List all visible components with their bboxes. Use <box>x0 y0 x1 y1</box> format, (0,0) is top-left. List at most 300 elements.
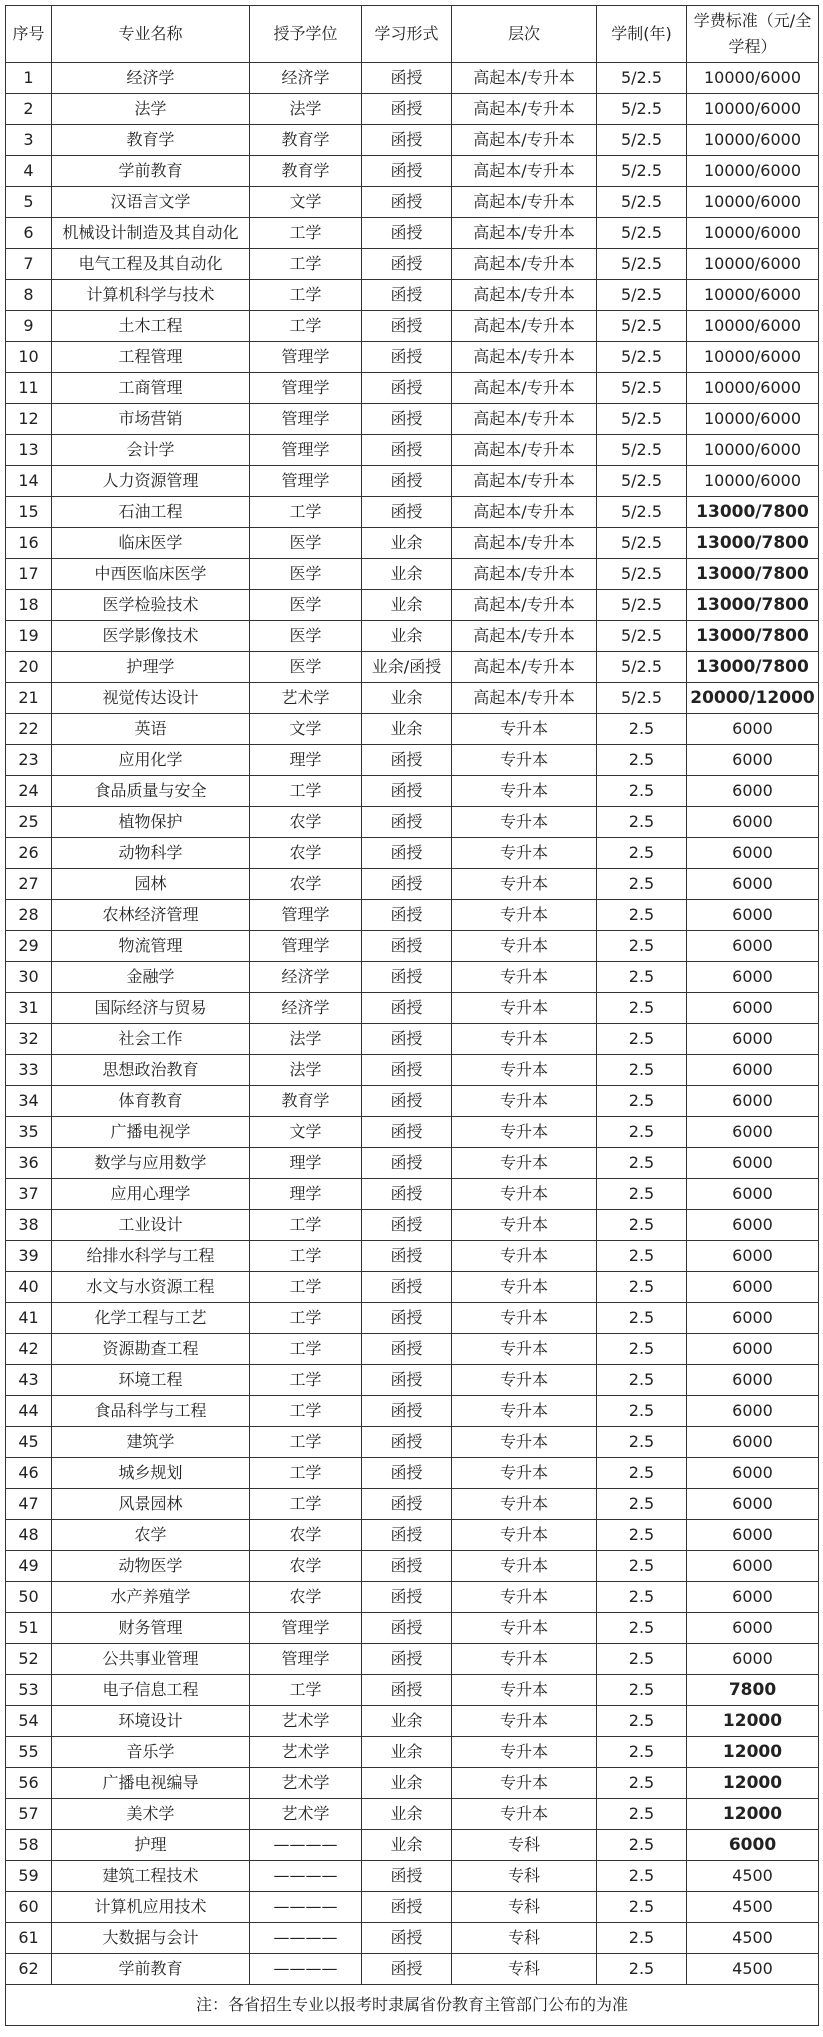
cell-degree: 理学 <box>250 745 362 776</box>
cell-major-name: 水产养殖学 <box>52 1582 250 1613</box>
cell-tuition: 12000 <box>687 1768 819 1799</box>
cell-duration: 2.5 <box>597 1303 687 1334</box>
cell-major-name: 汉语言文学 <box>52 187 250 218</box>
cell-duration: 2.5 <box>597 900 687 931</box>
cell-tuition: 6000 <box>687 1396 819 1427</box>
cell-study-mode: 函授 <box>362 1303 452 1334</box>
cell-number: 54 <box>6 1706 52 1737</box>
cell-tuition: 7800 <box>687 1675 819 1706</box>
cell-number: 47 <box>6 1489 52 1520</box>
cell-number: 42 <box>6 1334 52 1365</box>
cell-tuition: 6000 <box>687 1489 819 1520</box>
table-row <box>6 1210 819 1241</box>
cell-major-name: 人力资源管理 <box>52 466 250 497</box>
cell-tuition: 10000/6000 <box>687 187 819 218</box>
cell-number: 10 <box>6 342 52 373</box>
cell-number: 55 <box>6 1737 52 1768</box>
cell-major-name: 建筑学 <box>52 1427 250 1458</box>
cell-tuition: 10000/6000 <box>687 311 819 342</box>
cell-level: 专升本 <box>452 1644 597 1675</box>
cell-study-mode: 函授 <box>362 776 452 807</box>
cell-major-name: 大数据与会计 <box>52 1923 250 1954</box>
cell-major-name: 广播电视学 <box>52 1117 250 1148</box>
cell-duration: 2.5 <box>597 1923 687 1954</box>
cell-study-mode: 函授 <box>362 1861 452 1892</box>
cell-tuition: 12000 <box>687 1706 819 1737</box>
cell-duration: 2.5 <box>597 1365 687 1396</box>
cell-number: 35 <box>6 1117 52 1148</box>
cell-number: 38 <box>6 1210 52 1241</box>
cell-tuition: 13000/7800 <box>687 528 819 559</box>
cell-number: 60 <box>6 1892 52 1923</box>
header-number: 序号 <box>6 6 52 63</box>
cell-level: 专升本 <box>452 1024 597 1055</box>
cell-major-name: 动物医学 <box>52 1551 250 1582</box>
cell-level: 专科 <box>452 1954 597 1985</box>
header-degree: 授予学位 <box>250 6 362 63</box>
cell-degree: 艺术学 <box>250 1706 362 1737</box>
cell-duration: 2.5 <box>597 1861 687 1892</box>
cell-major-name: 机械设计制造及其自动化 <box>52 218 250 249</box>
cell-major-name: 医学影像技术 <box>52 621 250 652</box>
cell-degree: 经济学 <box>250 993 362 1024</box>
cell-degree: 管理学 <box>250 931 362 962</box>
table-row <box>6 1303 819 1334</box>
cell-degree: 工学 <box>250 1365 362 1396</box>
cell-major-name: 电气工程及其自动化 <box>52 249 250 280</box>
table-row <box>6 1613 819 1644</box>
table-row <box>6 1086 819 1117</box>
cell-level: 专升本 <box>452 1210 597 1241</box>
cell-level: 专升本 <box>452 714 597 745</box>
cell-major-name: 工商管理 <box>52 373 250 404</box>
cell-tuition: 13000/7800 <box>687 590 819 621</box>
cell-degree: 工学 <box>250 1210 362 1241</box>
cell-study-mode: 函授 <box>362 125 452 156</box>
cell-study-mode: 业余 <box>362 590 452 621</box>
cell-tuition: 10000/6000 <box>687 125 819 156</box>
cell-duration: 2.5 <box>597 1706 687 1737</box>
table-row <box>6 311 819 342</box>
table-row <box>6 1737 819 1768</box>
cell-study-mode: 函授 <box>362 63 452 94</box>
cell-study-mode: 函授 <box>362 1520 452 1551</box>
table-row <box>6 249 819 280</box>
cell-number: 15 <box>6 497 52 528</box>
cell-study-mode: 函授 <box>362 1644 452 1675</box>
cell-study-mode: 函授 <box>362 1272 452 1303</box>
cell-tuition: 10000/6000 <box>687 249 819 280</box>
cell-tuition: 6000 <box>687 1334 819 1365</box>
cell-degree: 管理学 <box>250 435 362 466</box>
cell-study-mode: 函授 <box>362 1923 452 1954</box>
cell-level: 专升本 <box>452 1365 597 1396</box>
cell-degree: 经济学 <box>250 962 362 993</box>
cell-level: 专升本 <box>452 962 597 993</box>
table-row <box>6 683 819 714</box>
cell-duration: 2.5 <box>597 1117 687 1148</box>
table-row <box>6 1892 819 1923</box>
cell-major-name: 教育学 <box>52 125 250 156</box>
cell-level: 专升本 <box>452 1086 597 1117</box>
cell-tuition: 6000 <box>687 776 819 807</box>
cell-major-name: 经济学 <box>52 63 250 94</box>
cell-major-name: 工业设计 <box>52 1210 250 1241</box>
cell-duration: 2.5 <box>597 1024 687 1055</box>
cell-tuition: 10000/6000 <box>687 94 819 125</box>
cell-major-name: 数学与应用数学 <box>52 1148 250 1179</box>
cell-duration: 2.5 <box>597 1241 687 1272</box>
cell-duration: 2.5 <box>597 1954 687 1985</box>
cell-tuition: 13000/7800 <box>687 652 819 683</box>
cell-level: 高起本/专升本 <box>452 466 597 497</box>
cell-number: 16 <box>6 528 52 559</box>
cell-degree: 法学 <box>250 1024 362 1055</box>
cell-degree: 农学 <box>250 807 362 838</box>
cell-duration: 5/2.5 <box>597 559 687 590</box>
cell-level: 高起本/专升本 <box>452 559 597 590</box>
table-row <box>6 1458 819 1489</box>
cell-degree: 医学 <box>250 528 362 559</box>
table-row <box>6 1551 819 1582</box>
cell-study-mode: 函授 <box>362 1892 452 1923</box>
table-row <box>6 466 819 497</box>
cell-level: 专科 <box>452 1923 597 1954</box>
cell-study-mode: 函授 <box>362 497 452 528</box>
cell-major-name: 市场营销 <box>52 404 250 435</box>
cell-study-mode: 函授 <box>362 1024 452 1055</box>
cell-number: 21 <box>6 683 52 714</box>
cell-duration: 2.5 <box>597 1737 687 1768</box>
cell-major-name: 风景园林 <box>52 1489 250 1520</box>
cell-level: 专升本 <box>452 1520 597 1551</box>
cell-level: 高起本/专升本 <box>452 528 597 559</box>
cell-number: 50 <box>6 1582 52 1613</box>
table-row <box>6 714 819 745</box>
cell-major-name: 公共事业管理 <box>52 1644 250 1675</box>
cell-number: 52 <box>6 1644 52 1675</box>
cell-duration: 5/2.5 <box>597 373 687 404</box>
cell-level: 专升本 <box>452 1427 597 1458</box>
cell-major-name: 会计学 <box>52 435 250 466</box>
cell-number: 3 <box>6 125 52 156</box>
cell-major-name: 学前教育 <box>52 156 250 187</box>
cell-duration: 5/2.5 <box>597 590 687 621</box>
cell-major-name: 国际经济与贸易 <box>52 993 250 1024</box>
cell-major-name: 建筑工程技术 <box>52 1861 250 1892</box>
cell-study-mode: 函授 <box>362 745 452 776</box>
cell-degree: 艺术学 <box>250 1737 362 1768</box>
table-row <box>6 1489 819 1520</box>
cell-number: 53 <box>6 1675 52 1706</box>
cell-number: 48 <box>6 1520 52 1551</box>
cell-tuition: 10000/6000 <box>687 404 819 435</box>
cell-duration: 2.5 <box>597 1613 687 1644</box>
cell-duration: 5/2.5 <box>597 652 687 683</box>
header-row <box>6 6 819 63</box>
cell-degree: 艺术学 <box>250 1799 362 1830</box>
cell-level: 专升本 <box>452 931 597 962</box>
table-row <box>6 1055 819 1086</box>
cell-tuition: 6000 <box>687 931 819 962</box>
table-row <box>6 373 819 404</box>
cell-number: 11 <box>6 373 52 404</box>
cell-tuition: 13000/7800 <box>687 621 819 652</box>
cell-duration: 2.5 <box>597 1210 687 1241</box>
cell-major-name: 广播电视编导 <box>52 1768 250 1799</box>
cell-number: 25 <box>6 807 52 838</box>
cell-duration: 2.5 <box>597 1396 687 1427</box>
cell-study-mode: 业余 <box>362 1737 452 1768</box>
cell-duration: 5/2.5 <box>597 280 687 311</box>
cell-duration: 2.5 <box>597 1179 687 1210</box>
cell-tuition: 4500 <box>687 1923 819 1954</box>
cell-tuition: 6000 <box>687 1427 819 1458</box>
cell-degree: 工学 <box>250 1675 362 1706</box>
cell-tuition: 6000 <box>687 1086 819 1117</box>
cell-major-name: 学前教育 <box>52 1954 250 1985</box>
cell-level: 专升本 <box>452 745 597 776</box>
cell-tuition: 4500 <box>687 1892 819 1923</box>
cell-major-name: 资源勘查工程 <box>52 1334 250 1365</box>
cell-tuition: 6000 <box>687 1365 819 1396</box>
cell-major-name: 财务管理 <box>52 1613 250 1644</box>
cell-study-mode: 函授 <box>362 311 452 342</box>
cell-major-name: 应用化学 <box>52 745 250 776</box>
cell-duration: 5/2.5 <box>597 218 687 249</box>
cell-degree: 工学 <box>250 1241 362 1272</box>
cell-level: 专升本 <box>452 869 597 900</box>
table-row <box>6 1334 819 1365</box>
table-row <box>6 1520 819 1551</box>
cell-level: 高起本/专升本 <box>452 373 597 404</box>
cell-level: 专升本 <box>452 993 597 1024</box>
cell-duration: 2.5 <box>597 1675 687 1706</box>
cell-duration: 2.5 <box>597 1272 687 1303</box>
cell-degree: ———— <box>250 1892 362 1923</box>
cell-major-name: 植物保护 <box>52 807 250 838</box>
cell-number: 37 <box>6 1179 52 1210</box>
table-row <box>6 838 819 869</box>
cell-study-mode: 函授 <box>362 404 452 435</box>
cell-major-name: 水文与水资源工程 <box>52 1272 250 1303</box>
cell-number: 2 <box>6 94 52 125</box>
cell-number: 9 <box>6 311 52 342</box>
cell-level: 高起本/专升本 <box>452 590 597 621</box>
cell-study-mode: 业余 <box>362 1799 452 1830</box>
table-row <box>6 1830 819 1861</box>
cell-level: 高起本/专升本 <box>452 652 597 683</box>
cell-major-name: 应用心理学 <box>52 1179 250 1210</box>
cell-number: 6 <box>6 218 52 249</box>
tuition-table <box>5 5 819 2026</box>
cell-major-name: 计算机应用技术 <box>52 1892 250 1923</box>
cell-degree: ———— <box>250 1861 362 1892</box>
table-row <box>6 931 819 962</box>
cell-study-mode: 函授 <box>362 342 452 373</box>
cell-level: 专升本 <box>452 1117 597 1148</box>
cell-tuition: 6000 <box>687 807 819 838</box>
cell-major-name: 食品质量与安全 <box>52 776 250 807</box>
cell-study-mode: 函授 <box>362 900 452 931</box>
cell-tuition: 20000/12000 <box>687 683 819 714</box>
cell-study-mode: 业余 <box>362 683 452 714</box>
cell-degree: 管理学 <box>250 1644 362 1675</box>
cell-level: 高起本/专升本 <box>452 435 597 466</box>
cell-tuition: 6000 <box>687 1830 819 1861</box>
cell-level: 高起本/专升本 <box>452 125 597 156</box>
cell-number: 62 <box>6 1954 52 1985</box>
cell-level: 专升本 <box>452 1706 597 1737</box>
cell-level: 高起本/专升本 <box>452 683 597 714</box>
cell-duration: 2.5 <box>597 714 687 745</box>
table-header <box>6 6 819 63</box>
cell-major-name: 体育教育 <box>52 1086 250 1117</box>
cell-major-name: 环境工程 <box>52 1365 250 1396</box>
cell-number: 29 <box>6 931 52 962</box>
cell-degree: 工学 <box>250 1272 362 1303</box>
cell-study-mode: 函授 <box>362 435 452 466</box>
cell-duration: 2.5 <box>597 1768 687 1799</box>
cell-number: 61 <box>6 1923 52 1954</box>
cell-study-mode: 业余 <box>362 1706 452 1737</box>
cell-study-mode: 函授 <box>362 94 452 125</box>
cell-level: 专升本 <box>452 1303 597 1334</box>
cell-duration: 2.5 <box>597 745 687 776</box>
cell-number: 36 <box>6 1148 52 1179</box>
cell-degree: 工学 <box>250 311 362 342</box>
cell-major-name: 金融学 <box>52 962 250 993</box>
cell-level: 高起本/专升本 <box>452 280 597 311</box>
cell-number: 13 <box>6 435 52 466</box>
cell-number: 27 <box>6 869 52 900</box>
table-row <box>6 590 819 621</box>
table-body <box>6 63 819 1985</box>
cell-number: 39 <box>6 1241 52 1272</box>
cell-degree: 教育学 <box>250 156 362 187</box>
cell-level: 专升本 <box>452 1551 597 1582</box>
cell-duration: 2.5 <box>597 962 687 993</box>
cell-tuition: 6000 <box>687 1520 819 1551</box>
cell-degree: 工学 <box>250 776 362 807</box>
table-row <box>6 63 819 94</box>
cell-degree: 农学 <box>250 1520 362 1551</box>
cell-duration: 5/2.5 <box>597 125 687 156</box>
cell-degree: 工学 <box>250 280 362 311</box>
cell-number: 30 <box>6 962 52 993</box>
cell-major-name: 英语 <box>52 714 250 745</box>
cell-number: 40 <box>6 1272 52 1303</box>
table-row <box>6 1768 819 1799</box>
cell-degree: 工学 <box>250 1303 362 1334</box>
cell-tuition: 6000 <box>687 1241 819 1272</box>
cell-number: 59 <box>6 1861 52 1892</box>
cell-duration: 5/2.5 <box>597 63 687 94</box>
cell-duration: 2.5 <box>597 1830 687 1861</box>
table-row <box>6 1644 819 1675</box>
cell-level: 专升本 <box>452 1799 597 1830</box>
cell-level: 高起本/专升本 <box>452 621 597 652</box>
cell-tuition: 10000/6000 <box>687 280 819 311</box>
cell-tuition: 13000/7800 <box>687 497 819 528</box>
cell-study-mode: 函授 <box>362 838 452 869</box>
cell-degree: 艺术学 <box>250 683 362 714</box>
cell-number: 58 <box>6 1830 52 1861</box>
cell-duration: 2.5 <box>597 1148 687 1179</box>
cell-duration: 5/2.5 <box>597 497 687 528</box>
cell-degree: 工学 <box>250 497 362 528</box>
cell-study-mode: 函授 <box>362 1365 452 1396</box>
cell-degree: 农学 <box>250 1551 362 1582</box>
cell-number: 22 <box>6 714 52 745</box>
table-row <box>6 745 819 776</box>
cell-degree: 医学 <box>250 652 362 683</box>
cell-number: 4 <box>6 156 52 187</box>
cell-degree: 工学 <box>250 1427 362 1458</box>
table-row <box>6 1799 819 1830</box>
cell-degree: 农学 <box>250 869 362 900</box>
cell-number: 17 <box>6 559 52 590</box>
cell-degree: 工学 <box>250 1396 362 1427</box>
cell-tuition: 6000 <box>687 1179 819 1210</box>
cell-major-name: 环境设计 <box>52 1706 250 1737</box>
cell-level: 高起本/专升本 <box>452 218 597 249</box>
cell-study-mode: 函授 <box>362 187 452 218</box>
cell-study-mode: 函授 <box>362 1241 452 1272</box>
cell-major-name: 临床医学 <box>52 528 250 559</box>
cell-major-name: 法学 <box>52 94 250 125</box>
cell-level: 高起本/专升本 <box>452 156 597 187</box>
cell-level: 专升本 <box>452 1055 597 1086</box>
cell-major-name: 食品科学与工程 <box>52 1396 250 1427</box>
cell-duration: 2.5 <box>597 1520 687 1551</box>
cell-degree: 医学 <box>250 559 362 590</box>
cell-study-mode: 业余 <box>362 1830 452 1861</box>
table-row <box>6 559 819 590</box>
cell-study-mode: 业余 <box>362 528 452 559</box>
cell-study-mode: 函授 <box>362 218 452 249</box>
cell-number: 46 <box>6 1458 52 1489</box>
cell-degree: 农学 <box>250 1582 362 1613</box>
header-level: 层次 <box>452 6 597 63</box>
cell-level: 专升本 <box>452 1458 597 1489</box>
cell-duration: 2.5 <box>597 869 687 900</box>
cell-duration: 5/2.5 <box>597 404 687 435</box>
cell-study-mode: 函授 <box>362 373 452 404</box>
cell-number: 24 <box>6 776 52 807</box>
header-tuition: 学费标准（元/全学程） <box>687 6 819 63</box>
cell-study-mode: 函授 <box>362 993 452 1024</box>
table-row <box>6 528 819 559</box>
cell-tuition: 10000/6000 <box>687 373 819 404</box>
cell-tuition: 10000/6000 <box>687 466 819 497</box>
cell-duration: 5/2.5 <box>597 187 687 218</box>
cell-tuition: 10000/6000 <box>687 218 819 249</box>
cell-tuition: 6000 <box>687 1458 819 1489</box>
cell-degree: 文学 <box>250 187 362 218</box>
cell-number: 34 <box>6 1086 52 1117</box>
cell-number: 32 <box>6 1024 52 1055</box>
cell-degree: 医学 <box>250 621 362 652</box>
cell-major-name: 视觉传达设计 <box>52 683 250 714</box>
cell-study-mode: 函授 <box>362 1489 452 1520</box>
cell-major-name: 化学工程与工艺 <box>52 1303 250 1334</box>
table-row <box>6 1427 819 1458</box>
cell-number: 8 <box>6 280 52 311</box>
cell-number: 51 <box>6 1613 52 1644</box>
cell-degree: 管理学 <box>250 342 362 373</box>
table-row <box>6 497 819 528</box>
